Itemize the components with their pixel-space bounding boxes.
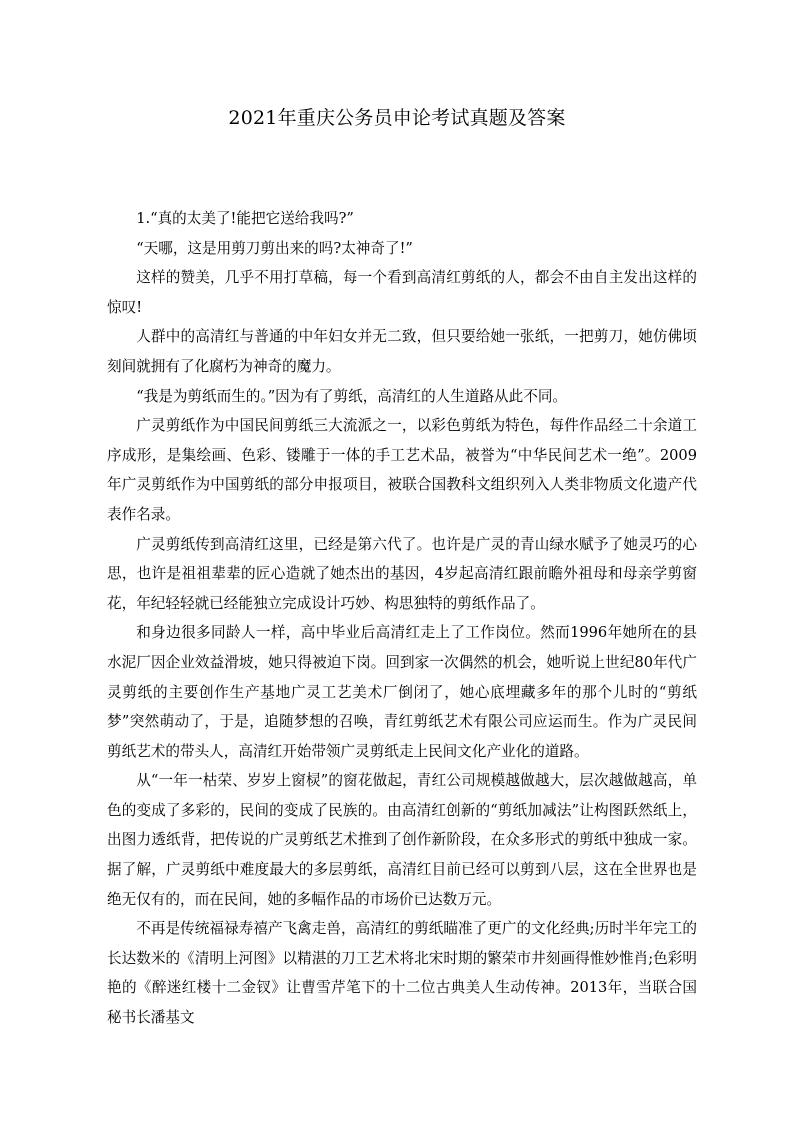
paragraph: 这样的赞美，几乎不用打草稿，每一个看到高清红剪纸的人，都会不由自主发出这样的惊叹!: [107, 269, 697, 316]
page-title: 2021年重庆公务员申论考试真题及答案: [228, 107, 566, 129]
paragraph: “我是为剪纸而生的。”因为有了剪纸，高清红的人生道路从此不同。: [136, 387, 568, 405]
paragraph: 从“一年一枯荣、岁岁上窗棂”的窗花做起，青红公司规模越做越大，层次越做越高，单色的变成了多彩的，民间的变成了民族的。由高清红创新的“剪纸加减法”让构图跃然纸上，出图力透纸背，把传说的广灵剪纸艺术推到了创作新阶段，在众多形式的剪纸中独成一家。据了解，广灵剪纸中难度最大的多层剪纸，高清红目前已经可以剪到八层，这在全世界也是绝无仅有的，而在民间，她的多幅作品的市场价已达数万元。: [107, 772, 697, 908]
paragraph-question-1: 1.“真的太美了!能把它送给我吗?”: [136, 210, 354, 227]
paragraph: “天哪，这是用剪刀剪出来的吗?太神奇了!”: [136, 239, 413, 257]
paragraph: 和身边很多同龄人一样，高中毕业后高清红走上了工作岗位。然而1996年她所在的县水泥厂因企业效益滑坡，她只得被迫下岗。回到家一次偶然的机会，她听说上世纪80年代广灵剪纸的主要创作生产基地广灵工艺美术厂倒闭了，她心底埋藏多年的那个儿时的“剪纸梦”突然萌动了，于是，追随梦想的召唤，青红剪纸艺术有限公司应运而生。作为广灵民间剪纸艺术的带头人，高清红开始带领广灵剪纸走上民间文化产业化的道路。: [107, 624, 697, 760]
document-body: [107, 204, 697, 1033]
paragraph: 人群中的高清红与普通的中年妇女并无二致，但只要给她一张纸，一把剪刀，她仿佛顷刻间就拥有了化腐朽为神奇的魔力。: [107, 328, 697, 375]
paragraph: 广灵剪纸传到高清红这里，已经是第六代了。也许是广灵的青山绿水赋予了她灵巧的心思，也许是祖祖辈辈的匠心造就了她杰出的基因，4岁起高清红跟前瞻外祖母和母亲学剪窗花，年纪轻轻就已经能独立完成设计巧妙、构思独特的剪纸作品了。: [107, 535, 697, 612]
paragraph: 广灵剪纸作为中国民间剪纸三大流派之一，以彩色剪纸为特色，每件作品经二十余道工序成形，是集绘画、色彩、镂雕于一体的手工艺术品，被誉为“中华民间艺术一绝”。2009年广灵剪纸作为中国剪纸的部分申报项目，被联合国教科文组织列入人类非物质文化遗产代表作名录。: [107, 417, 697, 523]
paragraph: 不再是传统福禄寿禧产飞禽走兽，高清红的剪纸瞄准了更广的文化经典;历时半年完工的长达数米的《清明上河图》以精湛的刀工艺术将北宋时期的繁荣市井刻画得惟妙惟肖;色彩明艳的《醉迷红楼十二金钗》让曹雪芹笔下的十二位古典美人生动传神。2013年，当联合国秘书长潘基文: [107, 920, 697, 1027]
